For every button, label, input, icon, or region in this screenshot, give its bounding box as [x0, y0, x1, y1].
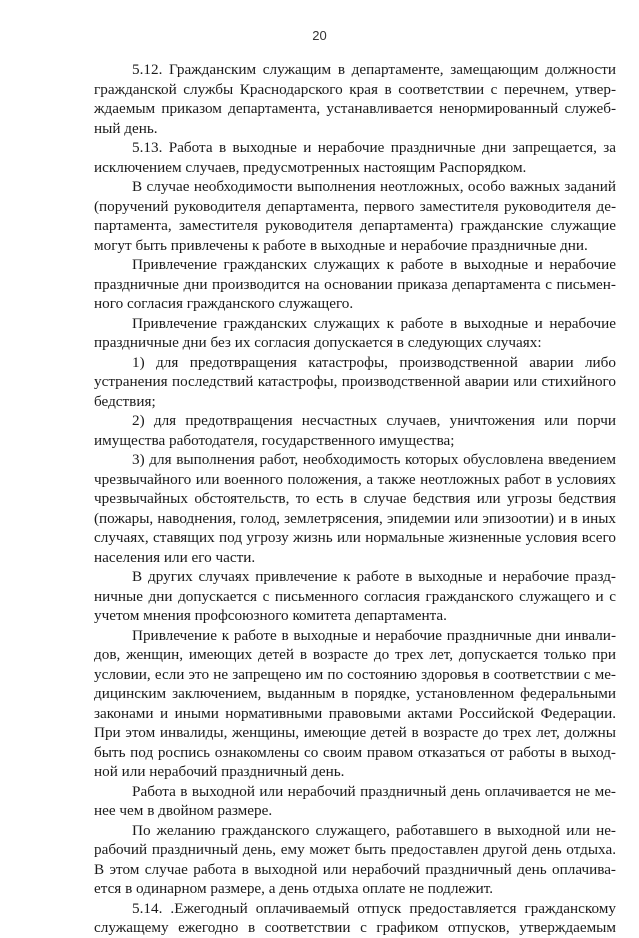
text-line: гражданской службы Краснодарского края в соответствии с перечнем, утвер- — [94, 80, 616, 98]
text-line: 2) для предотвращения несчастных случаев, уничтожения или порчи — [132, 412, 616, 429]
text-line: ничные дни допускается с письменного согласия гражданского служащего и с — [94, 587, 616, 605]
text-line: ной или нерабочий праздничный день. — [94, 763, 345, 780]
text-line: Привлечение гражданских служащих к работе в выходные и нерабочие — [132, 256, 616, 273]
text-line: ется в одинарном размере, а день отдыха оплате не подлежит. — [94, 880, 494, 897]
text-line: дицинским заключением, выданным в порядке, установленном федеральными — [94, 685, 616, 702]
text-line: В других случаях привлечение к работе в выходные и нерабочие празд- — [132, 568, 616, 585]
text-line: имущества работодателя, государственного имущества; — [94, 431, 455, 449]
text-line: учетом мнения профсоюзного комитета департамента. — [94, 607, 447, 624]
text-line: случаях, ставящих под угрозу жизнь или нормальные жизненные условия всего — [94, 529, 616, 546]
text-line: (пожары, наводнения, голод, землетрясения, эпидемии или эпизоотии) и в иных — [94, 509, 616, 527]
text-line: (поручений руководителя департамента, первого заместителя руководителя де- — [94, 197, 616, 215]
text-line: быть под роспись ознакомлены со своим правом отказаться от работы в выход- — [94, 743, 616, 761]
text-line: праздничные дни без их согласия допускается в следующих случаях: — [94, 334, 542, 351]
text-line: ный день. — [94, 119, 158, 137]
text-line: 5.13. Работа в выходные и нерабочие праздничные дни запрещается, за — [132, 139, 616, 156]
text-line: праздничные дни производится на основании приказа департамента с письмен- — [94, 275, 616, 293]
text-line: Привлечение гражданских служащих к работе в выходные и нерабочие — [132, 314, 616, 332]
text-line: По желанию гражданского служащего, работавшего в выходной или не- — [132, 821, 616, 839]
page-number: 20 — [312, 28, 327, 43]
text-line: 5.14. .Ежегодный оплачиваемый отпуск предоставляется гражданскому — [132, 899, 616, 917]
text-line: 1) для предотвращения катастрофы, производственной аварии либо — [132, 353, 616, 371]
text-line: бедствия; — [94, 392, 156, 410]
document-body — [94, 60, 616, 938]
text-line: 5.12. Гражданским служащим в департаменте, замещающим должности — [132, 61, 616, 78]
text-line: населения или его части. — [94, 548, 256, 566]
text-line: рабочий праздничный день, ему может быть предоставлен другой день отдыха. — [94, 841, 616, 858]
text-line: дов, женщин, имеющих детей в возрасте до трех лет, допускается только при — [94, 646, 616, 663]
text-line: устранения последствий катастрофы, производственной аварии или стихийного — [94, 373, 616, 390]
text-line: исключением случаев, предусмотренных настоящим Распорядком. — [94, 158, 527, 176]
text-line: При этом инвалиды, женщины, имеющие детей в возрасте до трех лет, должны — [94, 724, 616, 741]
text-line: Привлечение к работе в выходные и нерабочие праздничные дни инвали- — [132, 626, 616, 644]
text-line: партамента, заместителя руководителя департамента) гражданские служащие — [94, 217, 616, 234]
text-line: чрезвычайного или военного положения, а также неотложных работ в условиях — [94, 470, 616, 488]
text-line: условии, если это не запрещено им по состоянию здоровья в соответствии с ме- — [94, 665, 616, 683]
text-line: ного согласия гражданского служащего. — [94, 295, 354, 312]
text-line: могут быть привлечены к работе в выходные и нерабочие праздничные дни. — [94, 236, 588, 254]
text-line: служащему ежегодно в соответствии с графиком отпусков, утверждаемым — [94, 919, 616, 936]
text-line: В этом случае работа в выходной или нерабочий праздничный день оплачива- — [94, 860, 616, 878]
text-line: чрезвычайных обстоятельств, то есть в случае бедствия или угрозы бедствия — [94, 490, 616, 507]
text-line: 3) для выполнения работ, необходимость которых обусловлена введением — [132, 451, 616, 468]
text-line: нее чем в двойном размере. — [94, 802, 273, 819]
text-line: ждаемым приказом департамента, устанавливается ненормированный служеб- — [94, 100, 616, 117]
text-line: Работа в выходной или нерабочий праздничный день оплачивается не ме- — [132, 782, 616, 800]
text-line: законами и иными нормативными правовыми актами Российской Федерации. — [94, 704, 616, 722]
text-line: В случае необходимости выполнения неотложных, особо важных заданий — [132, 178, 616, 195]
